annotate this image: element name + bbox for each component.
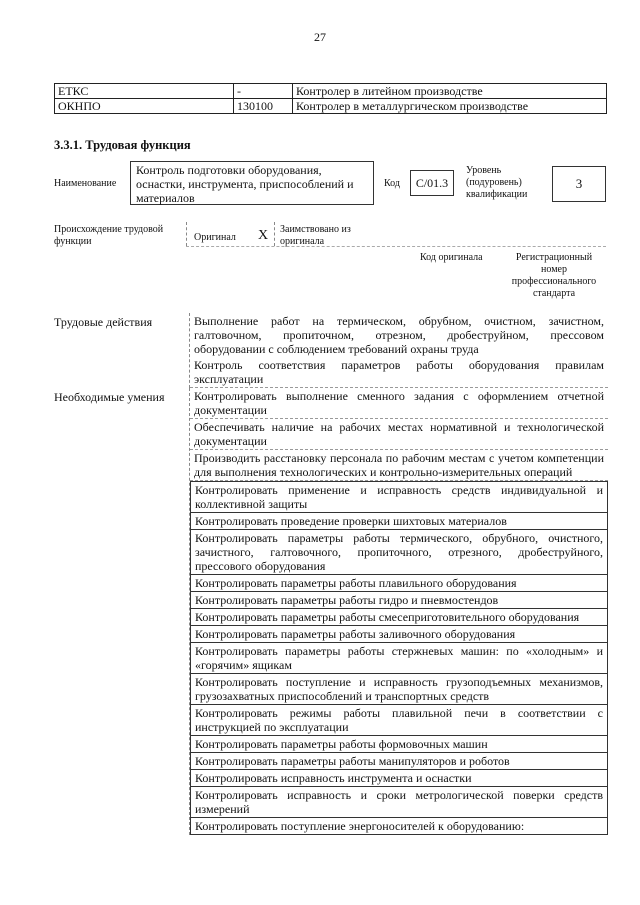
- skills-label: Необходимые умения: [54, 390, 165, 404]
- code-original-label: Код оригинала: [420, 252, 483, 263]
- table-row: [55, 99, 607, 114]
- origin-label: Происхождение трудовой функции: [54, 224, 164, 247]
- divider: [186, 246, 606, 247]
- page-number: 27: [314, 30, 326, 44]
- skill-item: Контролировать применение и исправность средств индивидуальной и коллективной защиты: [190, 481, 608, 513]
- skill-item: Контролировать исправность инструмента и оснастки: [190, 770, 608, 787]
- skills-label-cell: [54, 388, 190, 835]
- classifier-number: -: [234, 84, 293, 99]
- divider: [274, 222, 275, 246]
- skill-item: Контролировать параметры работы смесеприготовительного оборудования: [190, 609, 608, 626]
- action-item: Контроль соответствия параметров работы оборудования правилам эксплуатации: [190, 357, 608, 388]
- skill-item: Обеспечивать наличие на рабочих местах нормативной и технологической документации: [190, 419, 608, 450]
- skill-item: Контролировать режимы работы плавильной печи в соответствии с инструкцией по эксплуатации: [190, 705, 608, 736]
- skill-item: Контролировать параметры работы заливочного оборудования: [190, 626, 608, 643]
- skill-item: Контролировать параметры работы плавильного оборудования: [190, 575, 608, 592]
- section-heading: 3.3.1. Трудовая функция: [54, 138, 191, 152]
- function-table: [54, 313, 608, 835]
- skill-item: Контролировать параметры работы термического, обрубного, очистного, зачистного, галтовочного, пропиточного, отрезного, дробеструйного, прессового оборудования: [190, 530, 608, 575]
- code-label: Код: [384, 178, 400, 189]
- skill-item: Производить расстановку персонала по рабочим местам с учетом компетенции для выполнения технологических и контрольно-измерительных операций: [190, 450, 608, 481]
- original-mark: X: [258, 228, 269, 243]
- actions-label-cell: [54, 313, 190, 388]
- level-value: 3: [552, 166, 606, 202]
- reg-number-label: Регистрационный номер профессионального стандарта: [511, 252, 597, 299]
- actions-cell: [190, 313, 609, 388]
- level-label: Уровень (подуровень) квалификации: [466, 165, 528, 200]
- skill-item: Контролировать параметры работы формовочных машин: [190, 736, 608, 753]
- function-code: C/01.3: [410, 170, 454, 196]
- skill-item: Контролировать поступление энергоносителей к оборудованию:: [190, 818, 608, 835]
- classifier-code: ОКНПО: [55, 99, 234, 114]
- borrowed-label: Заимствовано из оригинала: [280, 224, 351, 247]
- function-name: Контроль подготовки оборудования, оснастки, инструмента, приспособлений и материалов: [130, 161, 374, 205]
- action-item: Выполнение работ на термическом, обрубном, очистном, зачистном, галтовочном, пропиточном, отрезном, дробеструйном, прессовом оборудовании с соблюдением требований охраны труда: [194, 314, 604, 356]
- skill-item: Контролировать параметры работы манипуляторов и роботов: [190, 753, 608, 770]
- original-label: Оригинал: [194, 232, 236, 243]
- classifier-name: Контролер в металлургическом производстве: [293, 99, 607, 114]
- classifier-table: [54, 83, 607, 114]
- skill-item: Контролировать выполнение сменного задания с оформлением отчетной документации: [190, 388, 608, 419]
- table-row: [54, 313, 608, 388]
- classifier-number: 130100: [234, 99, 293, 114]
- skill-item: Контролировать проведение проверки шихтовых материалов: [190, 513, 608, 530]
- divider: [186, 222, 187, 246]
- name-label: Наименование: [54, 178, 117, 189]
- actions-label: Трудовые действия: [54, 315, 153, 329]
- table-row: [54, 388, 608, 835]
- classifier-name: Контролер в литейном производстве: [293, 84, 607, 99]
- classifier-code: ЕТКС: [55, 84, 234, 99]
- skill-item: Контролировать исправность и сроки метрологической поверки средств измерений: [190, 787, 608, 818]
- skill-item: Контролировать параметры работы стержневых машин: по «холодным» и «горячим» ящикам: [190, 643, 608, 674]
- skill-item: Контролировать параметры работы гидро и пневмостендов: [190, 592, 608, 609]
- table-row: [55, 84, 607, 99]
- skills-cell: [190, 388, 609, 835]
- skill-item: Контролировать поступление и исправность грузоподъемных механизмов, грузозахватных приспособлений и транспортных средств: [190, 674, 608, 705]
